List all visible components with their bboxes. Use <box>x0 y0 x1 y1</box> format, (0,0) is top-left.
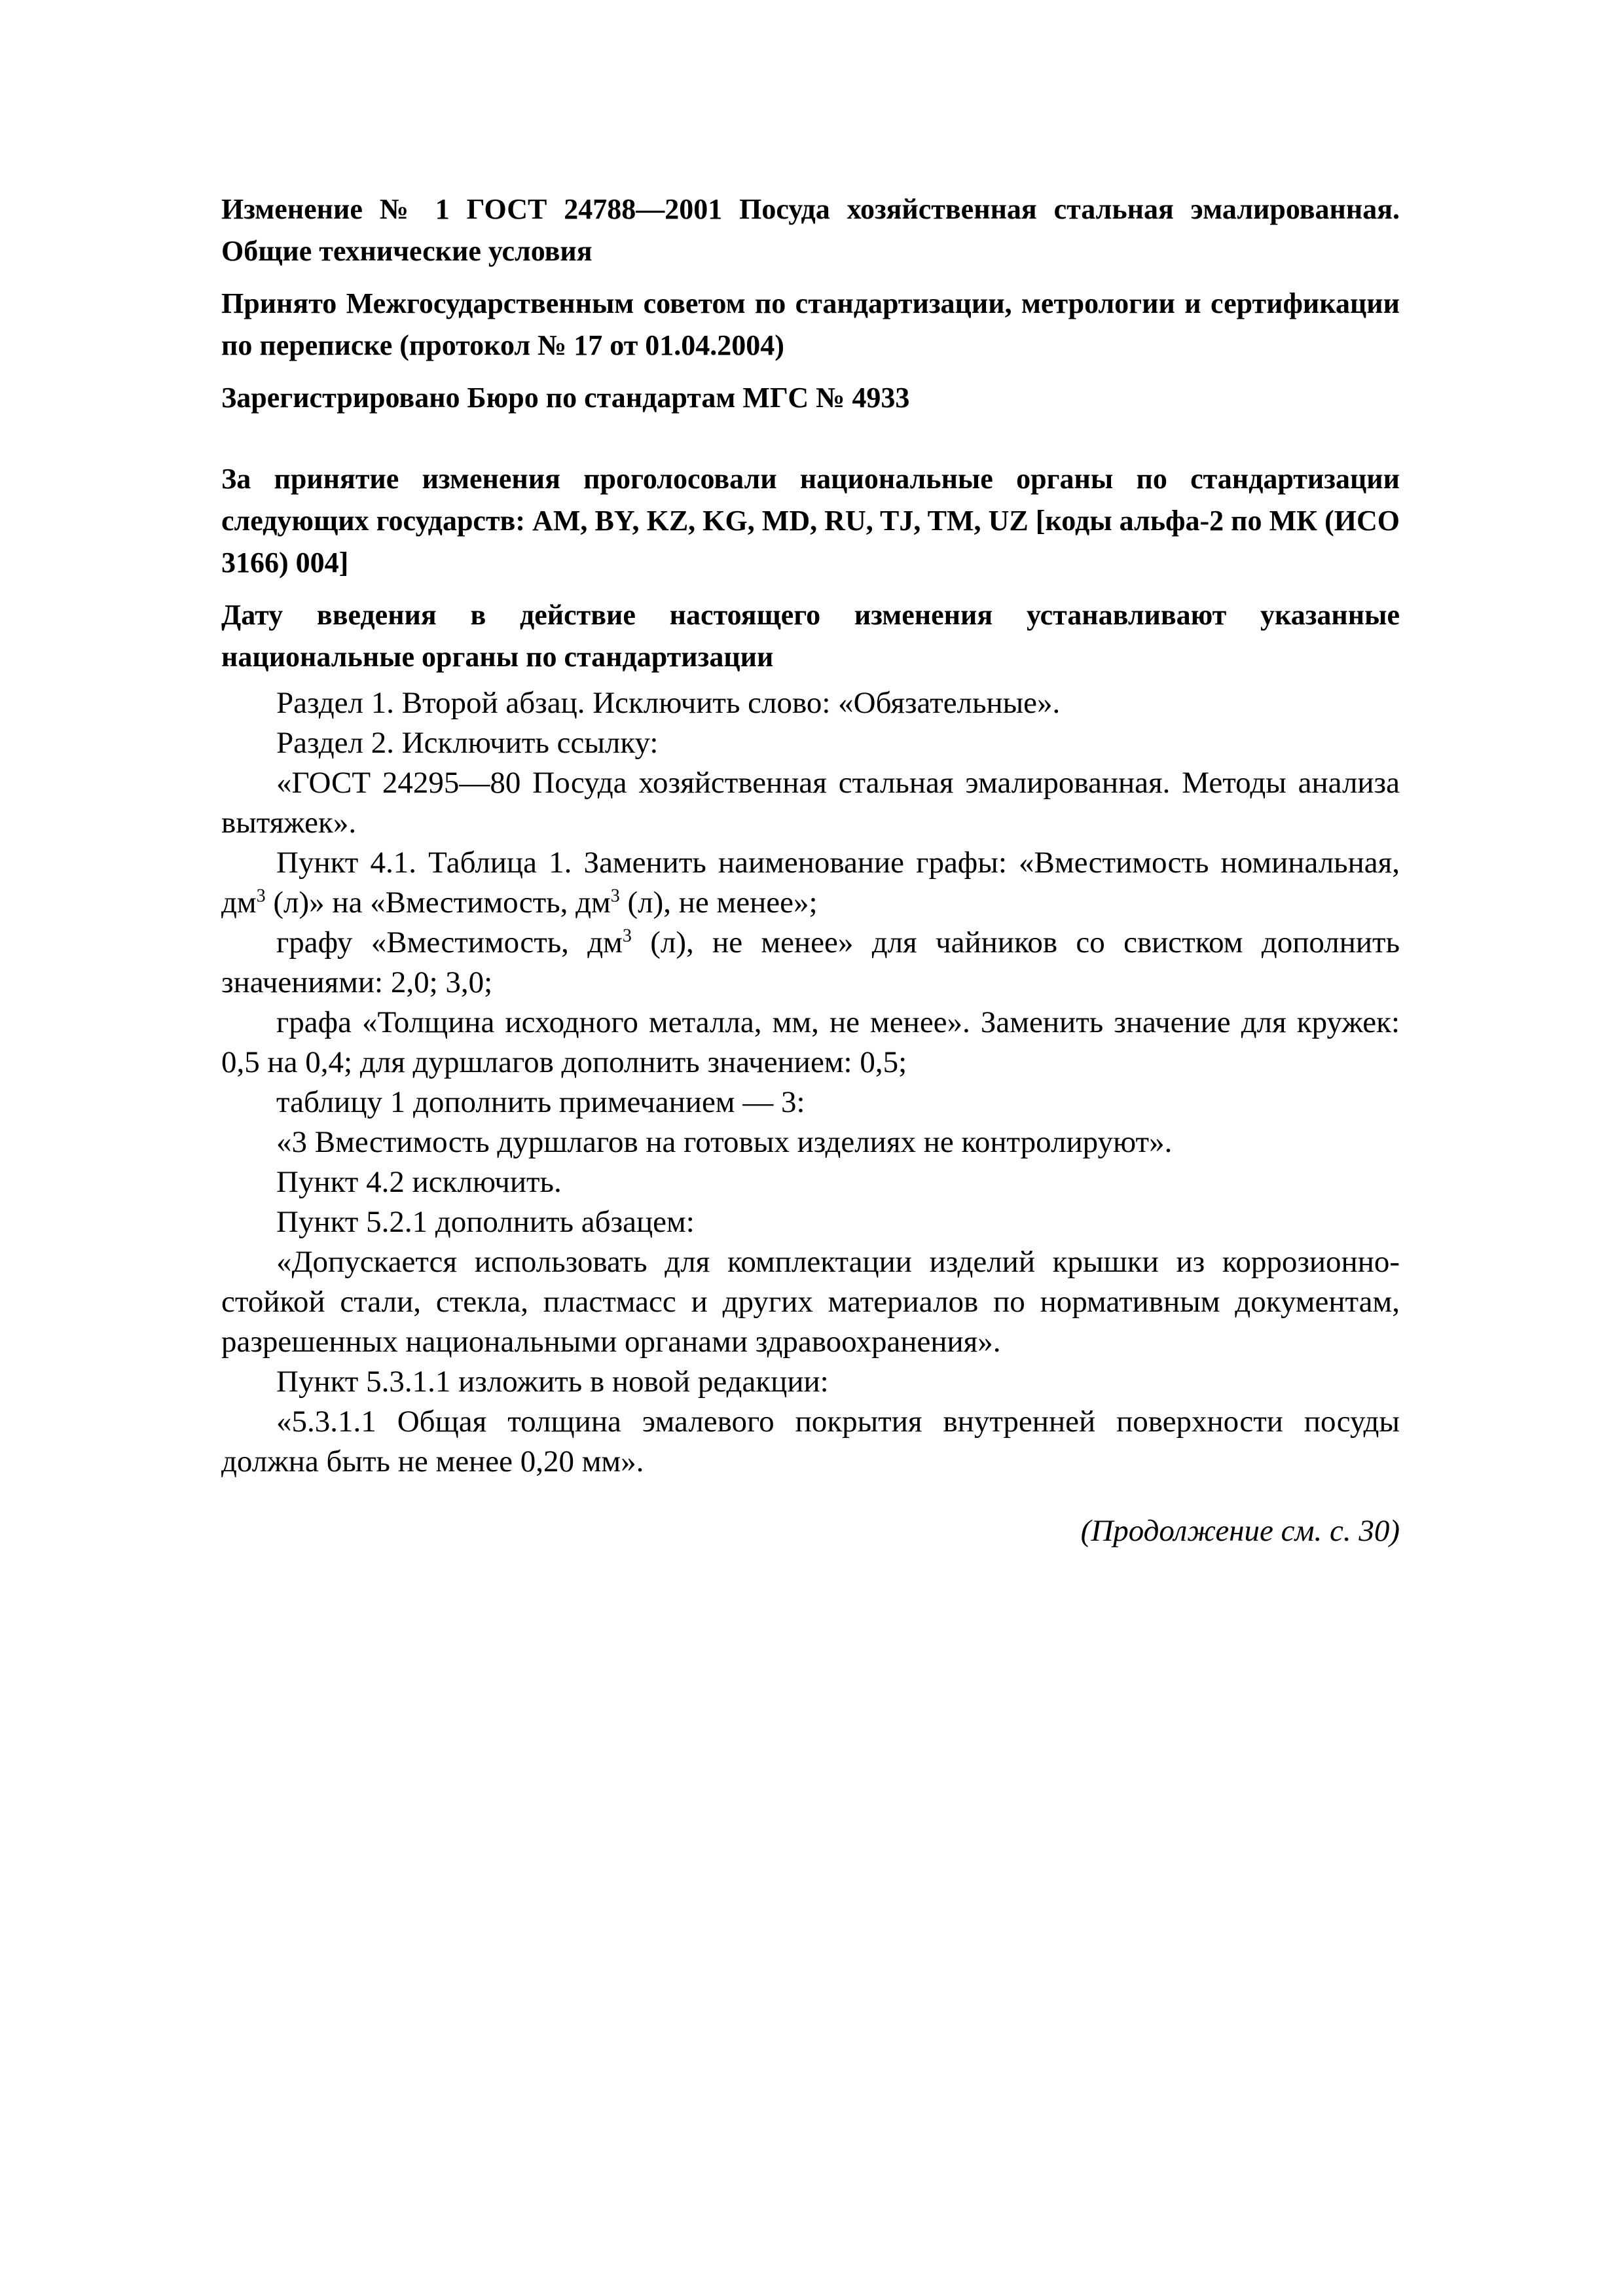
effective-date-statement: Дату введения в действие настоящего изменения устанавливают указанные национальные органы по стандартизации <box>221 599 1400 673</box>
clause-4-2-removed: Пункт 4.2 исключить. <box>276 1165 562 1199</box>
removed-reference: «ГОСТ 24295—80 Посуда хозяйственная стальная эмалированная. Методы анализа вытяжек». <box>221 766 1400 840</box>
capacity-text-b: (л), не менее» для чайников со свистком дополнить значениями: 2,0; 3,0; <box>221 925 1400 999</box>
table-note-intro: таблицу 1 дополнить примечанием — 3: <box>276 1085 805 1119</box>
document-content <box>221 188 1400 1579</box>
clause-5-3-1-1-text: «5.3.1.1 Общая толщина эмалевого покрытия внутренней поверхности посуды должна быть не менее 0,20 мм». <box>221 1405 1400 1479</box>
clause-4-1-text-c: (л), не менее»; <box>619 886 818 920</box>
superscript-3: 3 <box>256 886 266 906</box>
adopted-statement: Принято Межгосударственным советом по стандартизации, метрологии и сертификации по переписке (протокол № 17 от 01.04.2004) <box>221 287 1400 361</box>
amendment-section-2: Раздел 2. Исключить ссылку: <box>276 726 659 760</box>
amendment-clause-4-1 <box>221 843 1400 923</box>
superscript-3: 3 <box>622 925 632 946</box>
capacity-column-note <box>221 923 1400 1003</box>
clause-5-2-1-text: «Допускается использовать для комплектации изделий крышки из коррозионно-стойкой стали, стекла, пластмасс и других материалов по нормативным документам, разрешенных национальными органами здравоохранения». <box>221 1245 1400 1359</box>
amendment-section-1: Раздел 1. Второй абзац. Исключить слово: «Обязательные». <box>276 686 1061 720</box>
clause-4-1-text-a: Пункт 4.1. Таблица 1. Заменить наименование графы: «Вместимость номинальная, дм <box>221 846 1400 920</box>
voting-statement: За принятие изменения проголосовали национальные органы по стандартизации следующих государств: AM, BY, KZ, KG, MD, RU, TJ, TM, UZ [коды альфа-2 по МК (ИСО 3166) 004] <box>221 463 1400 579</box>
clause-5-3-1-1-intro: Пункт 5.3.1.1 изложить в новой редакции: <box>276 1365 829 1399</box>
capacity-text-a: графу «Вместимость, дм <box>276 925 623 960</box>
clause-5-2-1-intro: Пункт 5.2.1 дополнить абзацем: <box>276 1205 695 1239</box>
change-title: Изменение № 1 ГОСТ 24788—2001 Посуда хозяйственная стальная эмалированная. Общие технические условия <box>221 193 1400 267</box>
registration-statement: Зарегистрировано Бюро по стандартам МГС № 4933 <box>221 382 910 414</box>
clause-4-1-text-b: (л)» на «Вместимость, дм <box>265 886 611 920</box>
table-note-3: «3 Вместимость дуршлагов на готовых изделиях не контролируют». <box>276 1125 1173 1159</box>
thickness-column-note: графа «Толщина исходного металла, мм, не менее». Заменить значение для кружек: 0,5 на 0,4; для дуршлагов дополнить значением: 0,5; <box>221 1005 1400 1079</box>
superscript-3: 3 <box>610 886 620 906</box>
continuation-note: (Продолжение см. с. 30) <box>1080 1514 1400 1548</box>
